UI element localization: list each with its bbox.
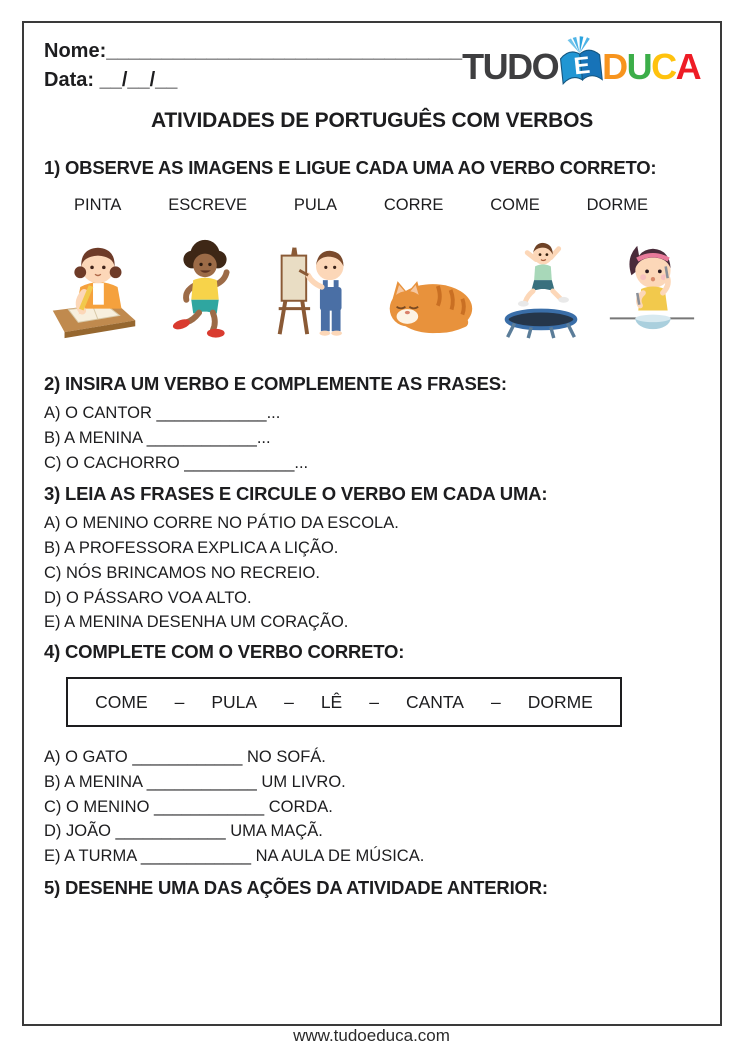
s2-item-b: B) A MENINA ____________... bbox=[44, 428, 271, 447]
name-line bbox=[44, 37, 462, 66]
s4-item-e: E) A TURMA ____________ NA AULA DE MÚSICA. bbox=[44, 847, 425, 865]
open-book-icon bbox=[556, 35, 606, 91]
bank-word-pula: PULA bbox=[211, 691, 258, 712]
logo-word-tudo: TUDO bbox=[462, 46, 559, 87]
verb-dorme: DORME bbox=[586, 196, 648, 214]
logo-letter-c: C bbox=[651, 46, 676, 87]
section3-items bbox=[44, 511, 700, 635]
date-line bbox=[44, 66, 462, 95]
verb-corre: CORRE bbox=[383, 196, 444, 214]
boy-running-icon bbox=[155, 234, 255, 347]
s3-item-b: B) A PROFESSORA EXPLICA A LIÇÃO. bbox=[44, 539, 339, 557]
section4-heading: 4) COMPLETE COM O VERBO CORRETO: bbox=[44, 641, 405, 662]
date-blank-line: __/__/__ bbox=[99, 69, 178, 91]
s4-item-c: C) O MENINO ____________ CORDA. bbox=[44, 797, 333, 816]
bank-separator: – bbox=[284, 691, 294, 712]
section2-heading: 2) INSIRA UM VERBO E COMPLEMENTE AS FRASES: bbox=[44, 373, 507, 394]
s3-item-d: D) O PÁSSARO VOA ALTO. bbox=[44, 588, 252, 607]
section3-heading: 3) LEIA AS FRASES E CIRCULE O VERBO EM CADA UMA: bbox=[44, 483, 548, 505]
child-painting-icon bbox=[266, 234, 366, 347]
logo-letter-a: A bbox=[675, 46, 701, 87]
page-title: ATIVIDADES DE PORTUGUÊS COM VERBOS bbox=[150, 109, 594, 132]
bank-word-dorme: DORME bbox=[527, 691, 593, 712]
name-label: Nome: bbox=[44, 40, 107, 62]
verb-word-bank bbox=[66, 677, 622, 727]
s2-item-c: C) O CACHORRO ____________... bbox=[44, 453, 309, 472]
bank-separator: – bbox=[369, 691, 379, 712]
s4-item-b: B) A MENINA ____________ UM LIVRO. bbox=[44, 772, 346, 791]
footer-url: www.tudoeduca.com bbox=[293, 1026, 450, 1045]
activity-images-row bbox=[44, 237, 700, 347]
s3-item-c: C) NÓS BRINCAMOS NO RECREIO. bbox=[44, 563, 320, 582]
girl-writing-icon bbox=[44, 234, 144, 347]
s2-item-a: A) O CANTOR ____________... bbox=[44, 404, 281, 422]
logo-letter-d: D bbox=[602, 46, 627, 87]
bank-word-come: COME bbox=[95, 691, 148, 712]
verb-come: COME bbox=[490, 196, 540, 214]
logo-letter-u: U bbox=[626, 46, 652, 87]
date-label: Data: bbox=[44, 69, 95, 91]
bank-separator: – bbox=[174, 691, 185, 712]
section1-heading: 1) OBSERVE AS IMAGENS E LIGUE CADA UMA AO VERBO CORRETO: bbox=[44, 157, 657, 178]
student-id-block bbox=[44, 37, 462, 95]
name-blank-line: ________________________________ bbox=[106, 40, 463, 62]
bank-word-canta: CANTA bbox=[405, 691, 464, 712]
boy-trampoline-icon bbox=[491, 234, 591, 347]
header bbox=[44, 37, 700, 95]
section4-items bbox=[44, 745, 700, 869]
page-border-frame bbox=[22, 21, 722, 1026]
verb-escreve: ESCREVE bbox=[168, 196, 248, 214]
sleeping-cat-icon bbox=[376, 234, 480, 347]
logo-letter-e: E bbox=[572, 51, 592, 81]
section5-heading: 5) DESENHE UMA DAS AÇÕES DA ATIVIDADE ANTERIOR: bbox=[44, 876, 548, 898]
section2-items bbox=[44, 401, 700, 475]
tudoeduca-logo bbox=[462, 39, 700, 95]
drawing-area bbox=[44, 899, 700, 1009]
s3-item-e: E) A MENINA DESENHA UM CORAÇÃO. bbox=[44, 613, 349, 632]
bank-word-le: LÊ bbox=[320, 691, 343, 712]
verb-pula: PULA bbox=[293, 196, 337, 214]
s3-item-a: A) O MENINO CORRE NO PÁTIO DA ESCOLA. bbox=[44, 514, 399, 533]
s4-item-d: D) JOÃO ____________ UMA MAÇÃ. bbox=[44, 822, 323, 841]
verb-pinta: PINTA bbox=[74, 196, 122, 214]
s4-item-a: A) O GATO ____________ NO SOFÁ. bbox=[44, 748, 326, 766]
bank-separator: – bbox=[490, 691, 501, 712]
girl-eating-icon bbox=[602, 234, 700, 347]
verbs-row bbox=[44, 196, 700, 215]
